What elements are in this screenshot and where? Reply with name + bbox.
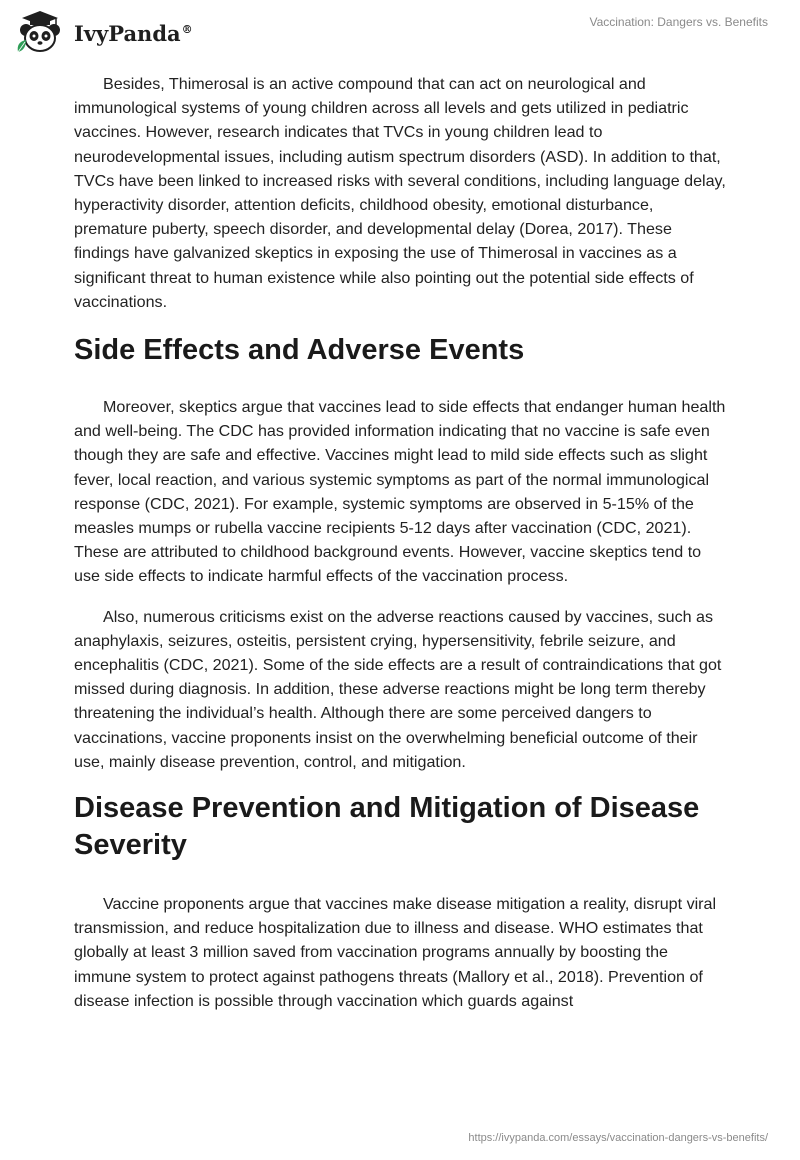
page-header xyxy=(0,0,800,60)
running-title: Vaccination: Dangers vs. Benefits xyxy=(589,15,768,29)
brand-name: IvyPanda® xyxy=(74,20,193,46)
heading-side-effects: Side Effects and Adverse Events xyxy=(74,334,525,367)
paragraph-disease-prevention: Vaccine proponents argue that vaccines make disease mitigation a reality, disrupt viral transmission, and reduce hospitalization due to illness and disease. WHO estimates that globally at least 3 million saved from vaccination programs annually by boosting the immune system to protect against pathogens threats (Mallory et al., 2018). Prevention of disease infection is possible through vaccination which guards against xyxy=(74,895,717,1010)
footer-url[interactable]: https://ivypanda.com/essays/vaccination-dangers-vs-benefits/ xyxy=(468,1132,768,1144)
ivypanda-logo[interactable] xyxy=(14,8,193,56)
panda-graduate-icon xyxy=(14,8,66,56)
essay-content xyxy=(74,72,726,1029)
paragraph-side-effects: Moreover, skeptics argue that vaccines lead to side effects that endanger human health and well-being. The CDC has provided information indicating that no vaccine is safe even though they are safe and effective. Vaccines might lead to mild side effects such as slight fever, local reaction, and various systemic symptoms as part of the normal immunological response (CDC, 2021). For example, systemic symptoms are observed in 5-15% of the measles mumps or rubella vaccine recipients 5-12 days after vaccination (CDC, 2021). These are attributed to childhood background events. However, vaccine skeptics tend to use side effects to indicate harmful effects of the vaccination process. xyxy=(74,398,726,586)
paragraph-adverse-reactions: Also, numerous criticisms exist on the adverse reactions caused by vaccines, such as anaphylaxis, seizures, osteitis, persistent crying, hypersensitivity, febrile seizure, and encephalitis (CDC, 2021). Some of the side effects are a result of contraindications that got missed during diagnosis. In addition, these adverse reactions might be long term thereby threatening the individual’s health. Although there are some perceived dangers to vaccinations, vaccine proponents insist on the overwhelming beneficial outcome of their use, mainly disease prevention, control, and mitigation. xyxy=(74,607,722,771)
registered-mark: ® xyxy=(181,22,193,36)
paragraph-thimerosal: Besides, Thimerosal is an active compound that can act on neurological and immunological systems of young children across all levels and gets utilized in pediatric vaccines. However, research indicates that TVCs in young children lead to neurodevelopmental issues, including autism spectrum disorders (ASD). In addition to that, TVCs have been linked to increased risks with several conditions, including language delay, hyperactivity disorder, attention deficits, childhood obesity, emotional disturbance, premature puberty, speech disorder, and developmental delay (Dorea, 2017). These findings have galvanized skeptics in exposing the use of Thimerosal in vaccines as a significant threat to human existence while also pointing out the potential side effects of vaccinations. xyxy=(74,75,726,311)
heading-disease-prevention: Disease Prevention and Mitigation of Disease Severity xyxy=(74,792,700,862)
